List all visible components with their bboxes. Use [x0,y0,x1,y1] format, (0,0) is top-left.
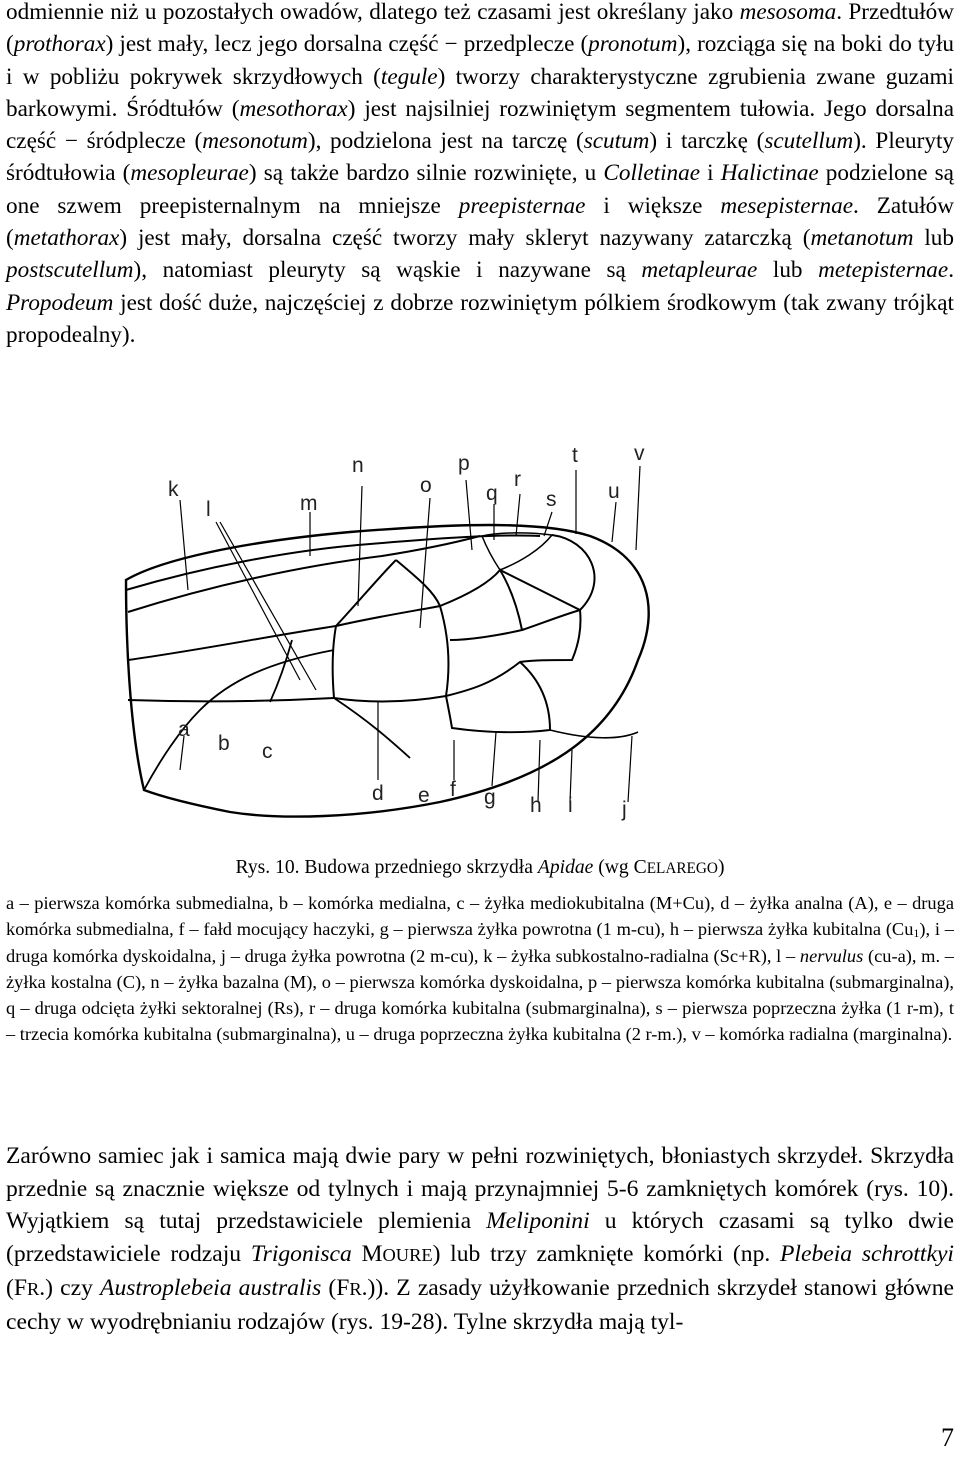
paragraph-2-run: (F [321,1274,350,1301]
paragraph-1-run: ) jest mały, lecz jego dorsalna część − przedplecze ( [105,31,589,58]
label-m: m [300,492,318,515]
caption-body-run: 1 [913,926,920,941]
leader-n [358,486,362,606]
label-k: k [168,478,179,501]
paragraph-1-run: i [700,160,721,187]
label-a: a [178,718,190,741]
caption-title-run: ) [717,857,725,878]
label-v: v [634,442,645,465]
label-l: l [206,498,211,521]
paragraph-1-run: metanotum [810,225,914,252]
paragraph-1-run: ), rozciąga się na boki do tyłu i w pobliżu pokrywek skrzydłowych ( [6,31,954,90]
paragraph-1-run: mesothorax [239,95,348,122]
paragraph-2-run: Plebeia schrottkyi [780,1241,954,1268]
label-f: f [450,778,456,801]
caption-title-run: Apidae [537,857,594,878]
submarginal-cell-1 [396,560,440,606]
paragraph-1-run: i większe [585,192,721,219]
leader-k [180,500,188,590]
paragraph-2-run: R [349,1278,362,1299]
paragraph-2-run: u których czasami są tylko dwie (przedstawiciele rodzaju [6,1208,954,1268]
paragraph-1-run: ) i tarczkę ( [649,128,765,155]
paragraph-1-run: mesepisternae [720,192,853,219]
paragraph-1-run: ) jest najsilniej rozwiniętym segmentem tułowia. Jego dorsalna część − śródplecze ( [6,95,954,155]
label-d: d [372,782,384,805]
label-h: h [530,794,542,817]
anal-vein [128,698,334,701]
stigma [482,533,552,570]
label-s: s [546,488,557,511]
paragraph-1-run: metapleurae [641,257,758,284]
paragraph-1-run: prothorax [13,31,106,58]
label-j: j [622,798,627,821]
label-o: o [420,474,432,497]
label-n: n [352,454,364,477]
leader-g [492,732,496,786]
label-g: g [484,786,496,809]
label-u: u [608,480,620,503]
paragraph-1-run: mesonotum [202,128,308,155]
caption-title-run: ELAREGO [646,860,718,877]
paragraph-1-run: Colletinae [603,160,701,187]
discoidal-cell-1 [333,606,449,702]
paragraph-1-run: metathorax [13,225,120,252]
paragraph-1-run: ) tworzy charakterystyczne zgrubienia zwane guzami barkowymi. Śródtułów ( [6,63,954,122]
submarginal-cell-2 [440,570,522,640]
paragraph-1-run: . Zatułów ( [6,192,954,252]
leader-u [612,502,616,542]
paragraph-1-run: ), podzielona jest na tarczę ( [307,128,584,155]
nervulus [270,640,292,702]
paragraph-1-run: tegule [380,63,438,90]
paragraph-1-run: Halictinae [720,160,819,187]
paragraph-1-run: lub [913,225,954,252]
paragraph-1-run: ) jest mały, dorsalna część tworzy mały skleryt nazywany zatarczką ( [119,225,811,252]
paragraph-2-run: (F [6,1274,27,1301]
paragraph-1-run: postscutellum [6,257,134,284]
paragraph-1-run: ). Pleuryty śródtułowia ( [6,128,954,187]
discoidal-cell-2 [446,662,550,732]
caption-body-run: (cu-a), m. – żyłka kostalna (C), n – żyłka bazalna (M), o – pierwsza komórka dyskoidalna, p – pierwsza komórka kubitalna (submarginalna), q – druga odcięta żyłki sektoralnej (Rs), r – druga komórka kubitalna (submarginalna), s – pierwsza poprzeczna żyłka (1 r-m), t – trzecia komórka kubitalna (submarginalna), u – druga poprzeczna żyłka kubitalna (2 r-m.), v – komórka radialna (marginalna). [6,945,954,1045]
leader-h [538,740,540,802]
body-paragraph-1 [6,0,954,351]
label-c: c [262,740,273,763]
mediocubital-vein [128,626,336,660]
paragraph-2-run: OURE [382,1245,433,1266]
leader-v [636,466,640,550]
leader-j [628,736,632,802]
paragraph-1-run: preepisternae [458,192,586,219]
paragraph-2-run: Trigonisca [250,1241,352,1268]
label-e: e [418,784,430,807]
paragraph-1-run: mesopleurae [130,160,249,187]
wing-venation-figure [120,440,660,842]
caption-body-run: ), i – druga komórka dyskoidalna, j – druga żyłka powrotna (2 m-cu), k – żyłka subkostalno-radialna (Sc+R), l – [6,919,954,966]
paragraph-1-run: metepisternae [818,257,949,284]
figure-caption-title [0,856,960,881]
leader-l2 [216,522,300,680]
caption-title-run: (wg C [593,857,647,878]
leader-r [516,494,520,536]
body-paragraph-2 [6,1140,954,1338]
leader-a [180,736,184,770]
paragraph-1-run: Propodeum [6,289,114,316]
leader-l [220,522,316,690]
paragraph-1-run: ), natomiast pleuryty są wąskie i nazywane są [133,257,642,284]
submarginal-cell-3 [520,610,581,662]
caption-title-run: Rys. 10. Budowa przedniego skrzydła [235,857,538,878]
paragraph-1-run: scutum [583,128,650,155]
label-t: t [572,444,578,467]
paragraph-1-run: . Przedtułów ( [6,0,954,58]
label-i: i [568,794,573,817]
paragraph-1-run: ) są także bardzo silnie rozwinięte, u [248,160,604,187]
paragraph-2-run: .)). Z zasady użyłkowanie przednich skrzydeł stanowi główne cechy w wyodrębnianiu rodzajów (rys. 19-28). Tylne skrzydła mają tyl- [6,1274,955,1335]
paragraph-1-run: podzielone są one szwem preepisternalnym na mniejsze [6,160,954,219]
paragraph-2-run: ) lub trzy zamknięte komórki (np. [432,1241,781,1268]
page-number: 7 [941,1423,954,1452]
paragraph-2-run: Meliponini [486,1208,590,1235]
leader-s [544,512,552,536]
label-b: b [218,732,230,755]
label-r: r [514,468,521,491]
paragraph-1-run: pronotum [588,31,678,58]
cubital-vein [334,698,410,758]
paragraph-2-run: Austroplebeia australis [100,1274,322,1301]
paragraph-1-run: lub [757,257,819,284]
caption-body-run: nervulus [799,945,864,966]
paragraph-1-run: . [948,257,954,284]
paragraph-2-run: R [26,1278,40,1299]
subcostal-radial-vein [128,536,480,612]
label-p: p [458,452,470,475]
paragraph-2-run: Zarówno samiec jak i samica mają dwie pary w pełni rozwiniętych, błoniastych skrzydeł. Skrzydła przednie są znacznie większe od tylnych i mają przynajmniej 5-6 zamkniętych komórek (rys. 10). Wyjątkiem są tutaj przedstawiciele plemienia [6,1143,954,1235]
paragraph-1-run: mesosoma [739,0,837,25]
paragraph-1-run: jest dość duże, najczęściej z dobrze rozwiniętym pólkiem środkowym (tak zwany trójkąt propodealny). [6,289,954,348]
caption-body-run: a – pierwsza komórka submedialna, b – komórka medialna, c – żyłka mediokubitalna (M+Cu), d – żyłka analna (A), e – druga komórka submedialna, f – fałd mocujący haczyki, g – pierwsza żyłka powrotna (1 m-cu), h – pierwsza żyłka kubitalna (Cu [6,893,954,940]
paragraph-1-run: scutellum [764,128,854,155]
figure-caption-body [6,890,954,1048]
paragraph-2-run: M [351,1241,383,1268]
paragraph-1-run: odmiennie niż u pozostałych owadów, dlatego też czasami jest określany jako [6,0,740,25]
paragraph-2-run: .) czy [39,1274,101,1301]
label-q: q [486,482,498,505]
